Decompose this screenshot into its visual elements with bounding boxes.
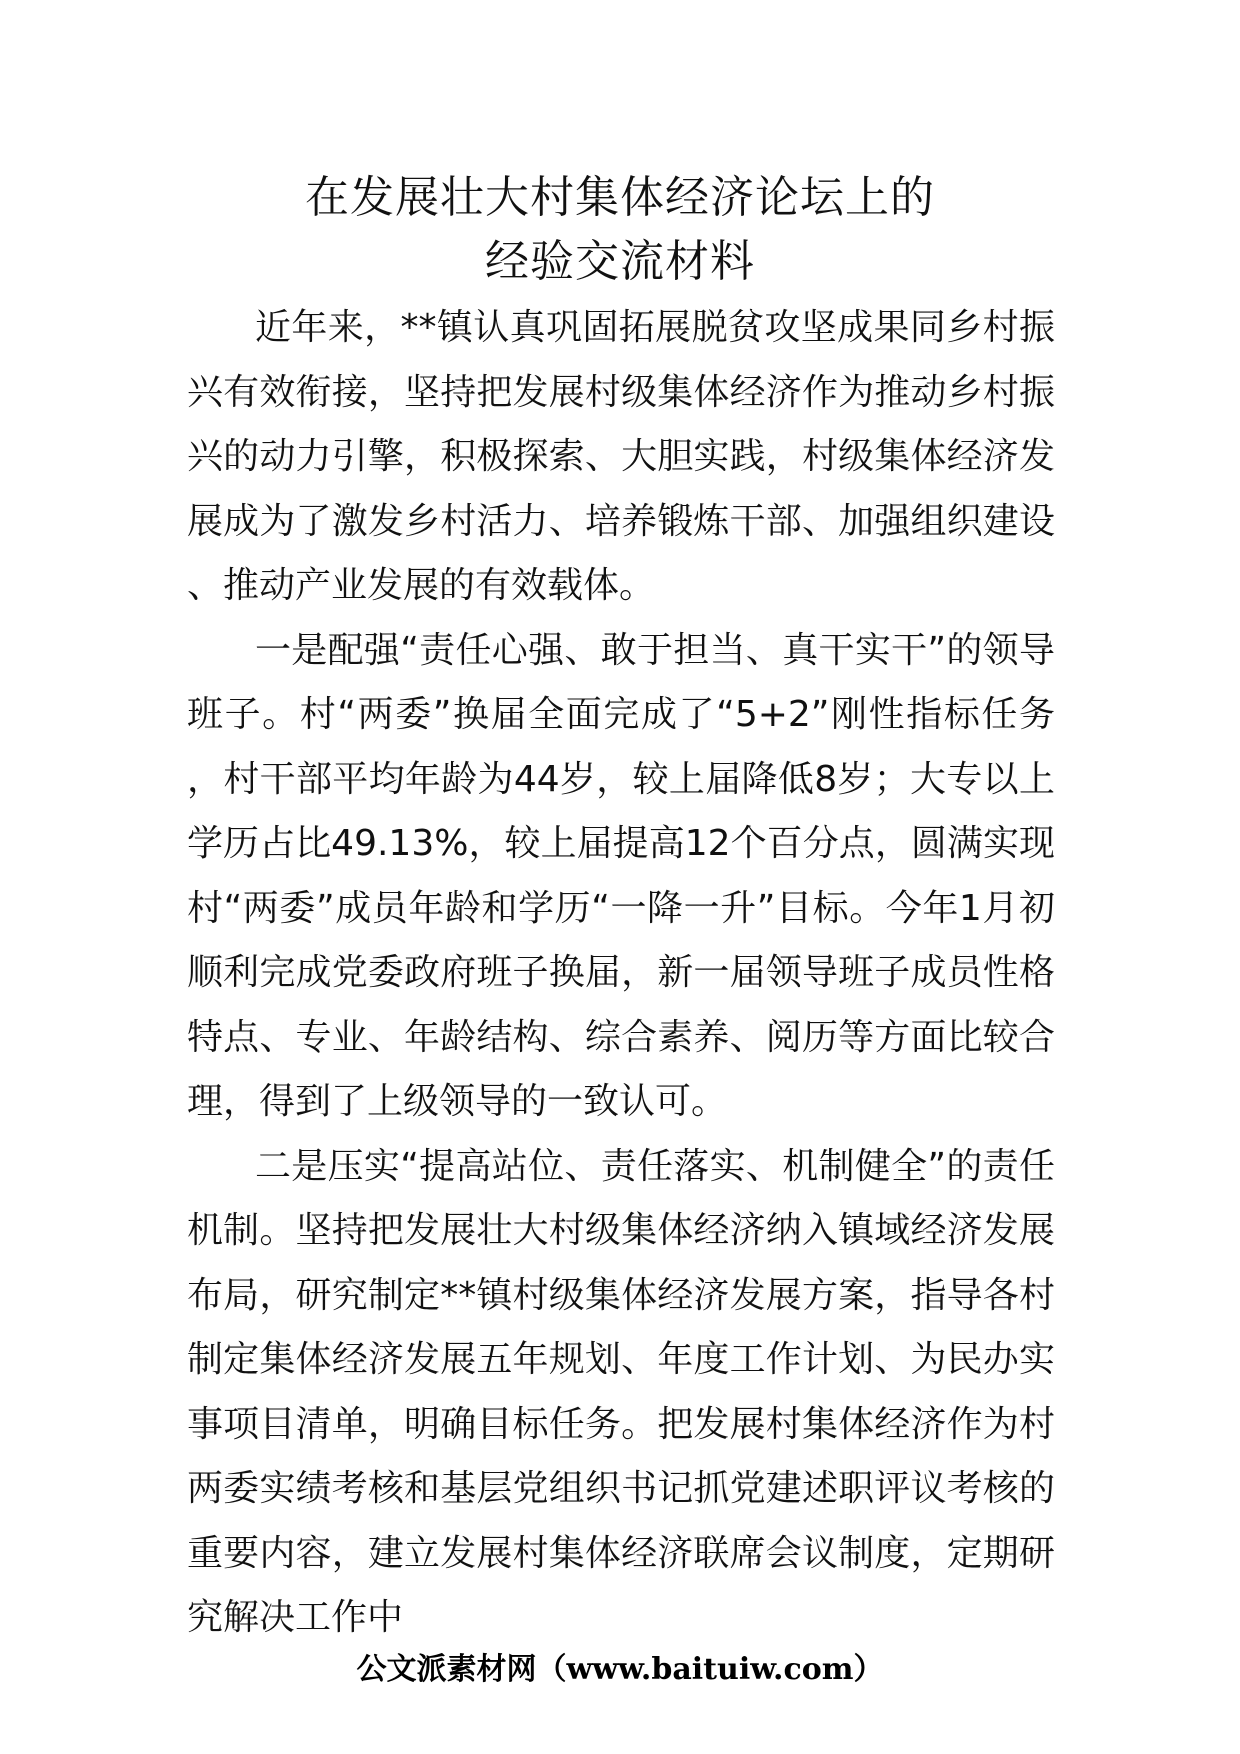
document-body <box>187 296 1055 1651</box>
document-title-line-1: 在发展壮大村集体经济论坛上的 <box>305 172 935 223</box>
paragraph-leadership-team: 一是配强“责任心强、敢于担当、真干实干”的领导班子。村“两委”换届全面完成了“5+2”刚性指标任务，村干部平均年龄为44岁，较上届降低8岁；大专以上学历占比49.13%，较上届提高12个百分点，圆满实现村“两委”成员年龄和学历“一降一升”目标。今年1月初顺利完成党委政府班子换届，新一届领导班子成员性格特点、专业、年龄结构、综合素养、阅历等方面比较合理，得到了上级领导的一致认可。 <box>187 629 1055 1122</box>
footer-watermark-text: 公文派素材网（www.baituiw.com） <box>356 1652 884 1687</box>
paragraph-responsibility-mechanism: 二是压实“提高站位、责任落实、机制健全”的责任机制。坚持把发展壮大村级集体经济纳入镇域经济发展布局，研究制定**镇村级集体经济发展方案，指导各村制定集体经济发展五年规划、年度工作计划、为民办实事项目清单，明确目标任务。把发展村集体经济作为村两委实绩考核和基层党组织书记抓党建述职评议考核的重要内容，建立发展村集体经济联席会议制度，定期研究解决工作中 <box>187 1145 1055 1638</box>
document-title-line-2: 经验交流材料 <box>485 236 755 287</box>
paragraph-intro: 近年来，**镇认真巩固拓展脱贫攻坚成果同乡村振兴有效衔接，坚持把发展村级集体经济作为推动乡村振兴的动力引擎，积极探索、大胆实践，村级集体经济发展成为了激发乡村活力、培养锻炼干部、加强组织建设、推动产业发展的有效载体。 <box>187 307 1055 606</box>
